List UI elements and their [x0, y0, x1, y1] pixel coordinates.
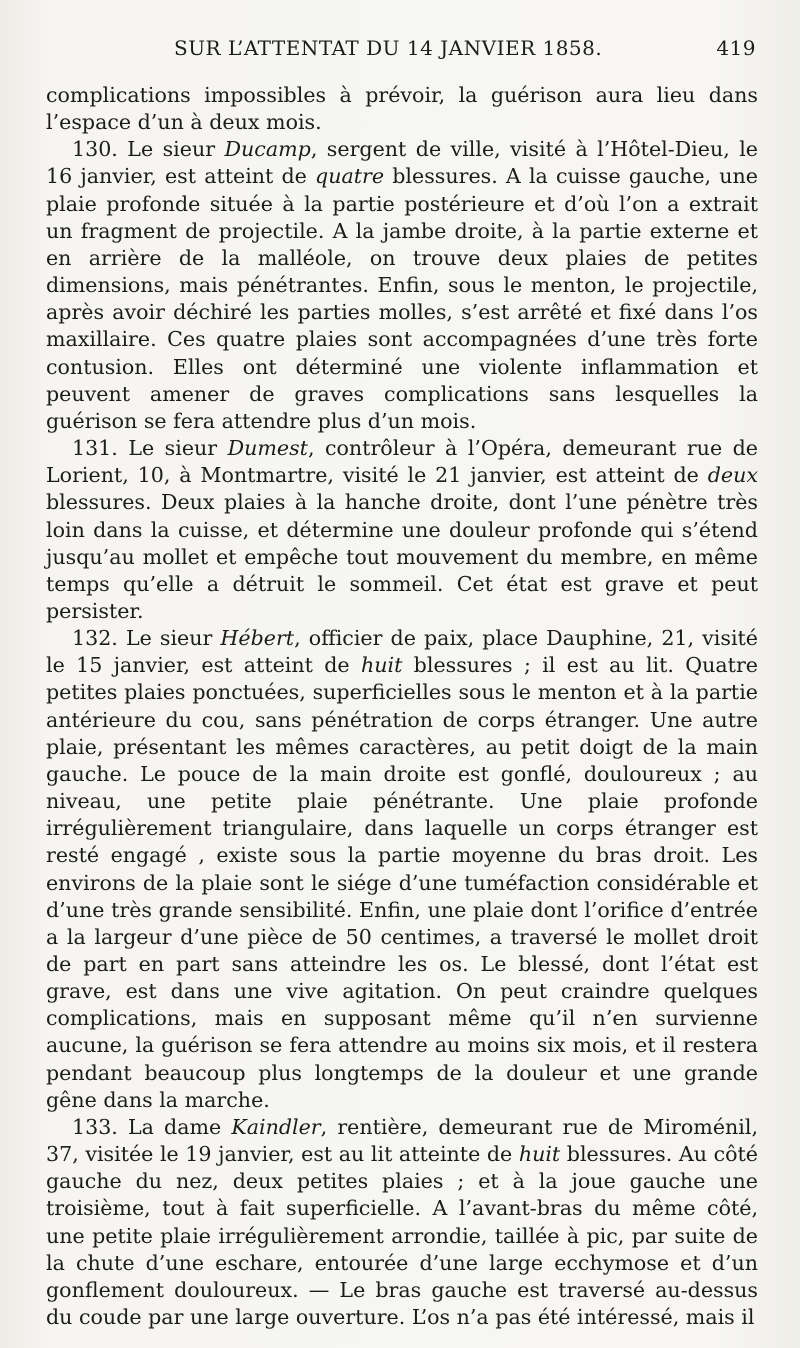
paragraph-p133	[46, 1114, 758, 1331]
italic-text: Ducamp	[224, 137, 311, 162]
text-segment: blessures. A la cuisse gauche, une plaie profonde située à la partie postérieure et d’où l’on a extrait un fragment de projectile. A la jambe droite, à la partie externe et en arrière de la malléole, on trouve deux plaies de petites dimensions, mais pénétrantes. Enfin, sous le menton, le projectile, après avoir déchiré les parties molles, s’est arrêté et fixé dans l’os maxillaire. Ces quatre plaies sont accompagnées d’une très forte contusion. Elles ont déterminé une violente inflammation et peuvent amener de graves complications sans lesquelles la guérison se fera attendre plus d’un mois.	[46, 164, 758, 433]
text-segment: , officier de paix, place Dauphine, 21, visité le 15 janvier, est atteint de	[46, 626, 758, 678]
page-number: 419	[716, 36, 756, 60]
body-text	[46, 82, 758, 1331]
paragraph-p129-cont	[46, 82, 758, 136]
text-segment: blessures. Deux plaies à la hanche droite, dont l’une pénètre très loin dans la cuisse, et détermine une douleur profonde qui s’étend jusqu’au mollet et empêche tout mouvement du membre, en même temps qu’elle a détruit le sommeil. Cet état est grave et peut persister.	[46, 490, 758, 623]
italic-text: huit	[518, 1142, 561, 1167]
text-segment: blessures. Au côté gauche du nez, deux petites plaies ; et à la joue gauche une troisième, tout à fait superficielle. A l’avant-bras du même côté, une petite plaie irrégulièrement arrondie, taillée à pic, par suite de la chute d’une eschare, entourée d’une large ecchymose et d’un gonflement douloureux. — Le bras gauche est traversé au-dessus du coude par une large ouverture. L’os n’a pas été intéressé, mais il	[46, 1142, 758, 1330]
italic-text: deux	[707, 463, 758, 488]
paragraph-p131	[46, 435, 758, 625]
text-segment: , sergent de ville, visité à l’Hôtel-Dieu, le 16 janvier, est atteint de	[46, 137, 758, 189]
italic-text: huit	[360, 653, 403, 678]
text-segment: 130. Le sieur	[72, 137, 225, 162]
text-segment: 132. Le sieur	[72, 626, 221, 651]
italic-text: quatre	[315, 164, 385, 189]
running-head	[46, 36, 760, 70]
text-segment: 131. Le sieur	[72, 436, 228, 461]
italic-text: Kaindler	[231, 1114, 321, 1139]
text-segment: complications impossibles à prévoir, la guérison aura lieu dans l’espace d’un à deux mois.	[46, 83, 758, 135]
paragraph-p132	[46, 625, 758, 1114]
running-title: SUR L’ATTENTAT DU 14 JANVIER 1858.	[174, 36, 603, 60]
text-segment: blessures ; il est au lit. Quatre petites plaies ponctuées, superficielles sous le menton et à la partie antérieure du cou, sans pénétration de corps étranger. Une autre plaie, présentant les mêmes caractères, au petit doigt de la main gauche. Le pouce de la main droite est gonflé, douloureux ; au niveau, une petite plaie pénétrante. Une plaie profonde irrégulièrement triangulaire, dans laquelle un corps étranger est resté engagé , existe sous la partie moyenne du bras droit. Les environs de la plaie sont le siége d’une tuméfaction considérable et d’une très grande sensibilité. Enfin, une plaie dont l’orifice d’entrée a la largeur d’une pièce de 50 centimes, a traversé le mollet droit de part en part sans atteindre les os. Le blessé, dont l’état est grave, est dans une vive agitation. On peut craindre quelques complications, mais en supposant même qu’il n’en survienne aucune, la guérison se fera attendre au moins six mois, et il restera pendant beaucoup plus longtemps de la douleur et une grande gêne dans la marche.	[46, 653, 758, 1112]
italic-text: Dumest	[227, 436, 308, 461]
text-segment: , rentière, demeurant rue de Miroménil, 37, visitée le 19 janvier, est au lit atteinte de	[46, 1114, 758, 1167]
text-segment: , contrôleur à l’Opéra, demeurant rue de Lorient, 10, à Montmartre, visité le 21 janvier, est atteint de	[46, 436, 758, 488]
italic-text: Hébert	[220, 626, 295, 651]
paragraph-p130	[46, 136, 758, 435]
text-segment: 133. La dame	[72, 1114, 232, 1139]
